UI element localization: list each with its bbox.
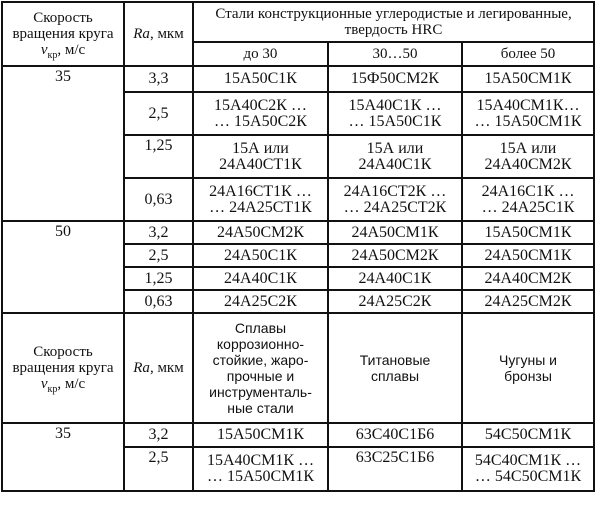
header2-speed: Скорость вращения круга $v_{кр}$, м/с <box>2 313 124 423</box>
header-ra: Ra, мкм <box>124 2 193 66</box>
header2-col-c: Чугуны и бронзы <box>462 313 594 423</box>
table-cell-ra: 2,5 <box>124 92 193 135</box>
group1-speed: 35 <box>2 66 124 221</box>
table-cell: 24А25С2К <box>328 290 462 313</box>
table-cell: 15А50СМ1К <box>193 423 328 447</box>
table-cell: 24А50С1К <box>193 244 328 267</box>
table-cell-ra: 0,63 <box>124 178 193 221</box>
table-cell-ra: 1,25 <box>124 267 193 290</box>
table-cell: 15Ф50СМ2К <box>328 66 462 92</box>
table-cell: 54С50СМ1К <box>462 423 594 447</box>
header-col-b: 30…50 <box>328 42 462 66</box>
header2-col-a: Сплавы коррозионно- стойкие, жаро- прочные и инструменталь- ные стали <box>193 313 328 423</box>
header-steels: Стали конструкционные углеродистые и легированные, твердость HRC <box>193 2 594 42</box>
table-cell-ra: 3,3 <box>124 66 193 92</box>
table-cell: 15А50СМ1К <box>462 66 594 92</box>
table-cell: 15А40С1К … … 15А50С1К <box>328 92 462 135</box>
table-cell: 24А25С2К <box>193 290 328 313</box>
table-cell: 54С40СМ1К … … 54С50СМ1К <box>462 447 594 491</box>
table-cell-ra: 2,5 <box>124 447 193 491</box>
table-cell: 15А40СМ1К … … 15А50СМ1К <box>193 447 328 491</box>
group3-speed: 35 <box>2 423 124 491</box>
table-cell: 63С40С1Б6 <box>328 423 462 447</box>
table-cell: 24А40С1К <box>193 267 328 290</box>
header-col-c: более 50 <box>462 42 594 66</box>
table-cell: 24А25СМ2К <box>462 290 594 313</box>
table-cell: 15А40С2К … … 15А50С2К <box>193 92 328 135</box>
table-cell: 24А40С1К <box>328 267 462 290</box>
header2-ra: Ra, мкм <box>124 313 193 423</box>
table-cell: 15А50СМ1К <box>462 221 594 244</box>
table-cell-ra: 0,63 <box>124 290 193 313</box>
table-cell: 15А или 24А40СТ1К <box>193 135 328 178</box>
table-cell: 15А или 24А40С1К <box>328 135 462 178</box>
table-cell: 15А или 24А40СМ2К <box>462 135 594 178</box>
table-cell: 24А50СМ2К <box>193 221 328 244</box>
header2-col-b: Титановые сплавы <box>328 313 462 423</box>
table-cell: 24А50СМ2К <box>328 244 462 267</box>
table-cell: 24А50СМ1К <box>328 221 462 244</box>
table-cell-ra: 3,2 <box>124 221 193 244</box>
grinding-wheel-selection-table <box>1 1 595 492</box>
table-cell: 24А16СТ2К … … 24А25СТ2К <box>328 178 462 221</box>
table-cell: 24А16С1К … … 24А25С1К <box>462 178 594 221</box>
table-cell: 24А50СМ1К <box>462 244 594 267</box>
table-cell: 15А40СМ1К… … 15А50СМ1К <box>462 92 594 135</box>
table-cell-ra: 2,5 <box>124 244 193 267</box>
table-cell: 15А50С1К <box>193 66 328 92</box>
table-cell: 24А40СМ2К <box>462 267 594 290</box>
table-cell-ra: 3,2 <box>124 423 193 447</box>
header-speed: Скорость вращения круга $v_{кр}$, м/с <box>2 2 124 66</box>
table-cell: 63С25С1Б6 <box>328 447 462 491</box>
header-col-a: до 30 <box>193 42 328 66</box>
table-cell-ra: 1,25 <box>124 135 193 178</box>
group2-speed: 50 <box>2 221 124 313</box>
table-cell: 24А16СТ1К … … 24А25СТ1К <box>193 178 328 221</box>
